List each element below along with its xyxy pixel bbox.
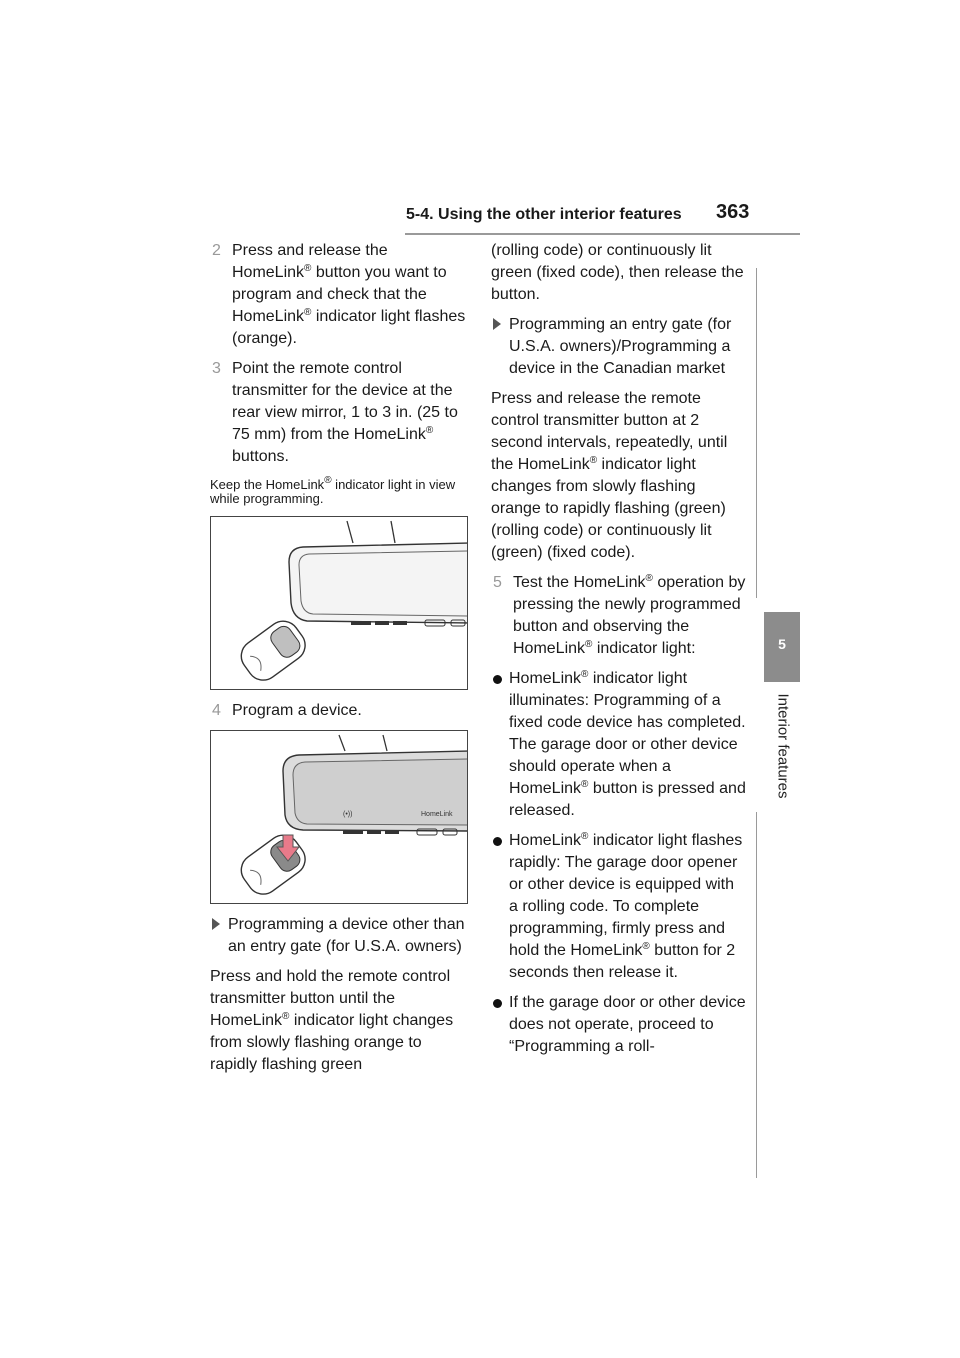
left-column bbox=[210, 240, 468, 1084]
bullet-flashes-rapidly: HomeLink® indicator light flashes rapidly: The garage door opener or other device is equipped with a rolling code. To complete programming, firmly press and hold the HomeLink® button for 2 seconds then release it. bbox=[491, 830, 747, 984]
triangle-arrow-icon bbox=[212, 918, 220, 930]
remote-transmitter-press bbox=[235, 829, 311, 901]
bullet-dot-icon bbox=[493, 999, 502, 1008]
registered-mark: ® bbox=[581, 779, 589, 790]
subheading-entry-gate: Programming an entry gate (for U.S.A. owners)/Programming a device in the Canadian market bbox=[491, 314, 747, 380]
chapter-title bbox=[766, 688, 800, 804]
page-header bbox=[0, 0, 960, 240]
step-number: 4 bbox=[212, 702, 221, 719]
chapter-number-box bbox=[764, 612, 800, 682]
bullet-does-not-operate: If the garage door or other device does not operate, proceed to “Programming a roll- bbox=[491, 992, 747, 1058]
step-2: 2 Press and release the HomeLink® button you want to program and check that the HomeLink® indicator light flashes (orange). bbox=[212, 242, 466, 347]
mirror-programming-drawing bbox=[211, 731, 467, 903]
right-column bbox=[491, 240, 747, 1066]
continued-text: (rolling code) or continuously lit green (fixed code), then release the button. bbox=[491, 242, 744, 303]
bullet-dot-icon bbox=[493, 675, 502, 684]
homelink-logo-label: HomeLink bbox=[421, 811, 453, 818]
registered-mark: ® bbox=[581, 831, 589, 842]
bullet-dot-icon bbox=[493, 837, 502, 846]
registered-mark: ® bbox=[425, 425, 434, 436]
bullet-illuminates: HomeLink® indicator light illuminates: Programming of a fixed code device has completed. The garage door or other device should operate when a HomeLink® button is pressed and released. bbox=[491, 668, 747, 822]
mirror-remote-illustration bbox=[210, 516, 468, 690]
registered-mark: ® bbox=[642, 941, 650, 952]
registered-mark: ® bbox=[581, 669, 589, 680]
registered-mark: ® bbox=[589, 455, 598, 466]
registered-mark: ® bbox=[585, 639, 593, 650]
chapter-side-tab bbox=[756, 268, 800, 1178]
chapter-number: 5 bbox=[778, 636, 786, 652]
step-3: 3 Point the remote control transmitter for the device at the rear view mirror, 1 to 3 in. (25 to 75 mm) from the HomeLink® buttons. bbox=[212, 360, 458, 465]
registered-mark: ® bbox=[304, 263, 312, 274]
step-number: 2 bbox=[212, 242, 221, 259]
step-number: 5 bbox=[493, 574, 502, 591]
header-divider bbox=[405, 233, 800, 235]
registered-mark: ® bbox=[282, 1011, 290, 1022]
hold-instructions: Press and hold the remote control transmitter button until the HomeLink® indicator light changes from slowly flashing orange to rapidly flashing green bbox=[210, 968, 454, 1073]
remote-transmitter bbox=[235, 615, 311, 687]
registered-mark: ® bbox=[324, 475, 332, 486]
side-tab-line-bottom bbox=[756, 812, 757, 1178]
chapter-title-text: Interior features bbox=[774, 693, 792, 799]
programming-note: Keep the HomeLink® indicator light in view while programming. bbox=[210, 475, 456, 506]
press-release-instructions: Press and release the remote control transmitter button at 2 second intervals, repeatedly, until the HomeLink® indicator light changes from slowly flashing orange to rapidly flashing (green) (rolling code) or continuously lit (green) (fixed code). bbox=[491, 390, 728, 561]
registered-mark: ® bbox=[645, 573, 653, 584]
step-5: 5 Test the HomeLink® operation by pressing the newly programmed button and observing the HomeLink® indicator light: bbox=[493, 573, 746, 657]
section-title: 5-4. Using the other interior features bbox=[406, 206, 682, 223]
svg-text:(•)): (•)) bbox=[343, 811, 353, 818]
side-tab-line-top bbox=[756, 268, 757, 598]
mirror-programming-illustration bbox=[210, 730, 468, 904]
step-4: 4 Program a device. bbox=[210, 700, 468, 722]
triangle-arrow-icon bbox=[493, 318, 501, 330]
step-number: 3 bbox=[212, 360, 221, 377]
mirror-remote-drawing bbox=[211, 517, 467, 689]
subheading-non-gate: Programming a device other than an entry gate (for U.S.A. owners) bbox=[210, 914, 468, 958]
registered-mark: ® bbox=[304, 307, 312, 318]
page-number: 363 bbox=[716, 201, 750, 223]
